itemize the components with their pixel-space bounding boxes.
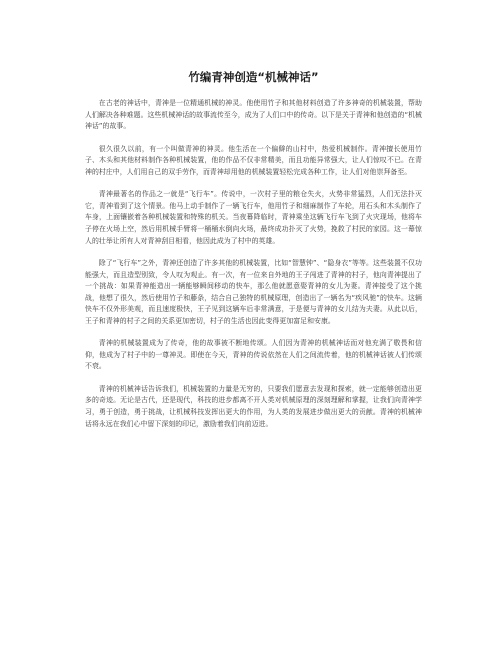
paragraph-5: 青神的机械装置成为了传奇，他的故事被不断地传颂。人们因为青神的机械神话而对他充满了敬畏和信仰，他成为了村子中的一尊神灵。即使在今天，青神的传说依然在人们之间流传着，他的机械神话被人们传颂不衰。 [85, 339, 422, 371]
paragraph-4: 除了“飞行车”之外，青神还创造了许多其他的机械装置，比如“智慧钟”、“隐身衣”等等。这些装置不仅功能强大，而且造型别致，令人叹为观止。有一次，有一位来自外地的王子闯进了青神的村子，他向青神提出了一个挑战：如果青神能造出一辆能够瞬间移动的快车，那么他就愿意娶青神的女儿为妻。青神接受了这个挑战，他想了很久，然后使用竹子和藤条，结合自己独特的机械原理，创造出了一辆名为“疾风驰”的快车。这辆快车不仅外形美观，而且速度极快，王子见到这辆车后非常满意，于是便与青神的女儿结为夫妻。从此以后，王子和青神的村子之间的关系更加密切，村子的生活也因此变得更加富足和安康。 [85, 258, 422, 325]
paragraph-2: 很久很久以前，有一个叫做青神的神灵。他生活在一个偏僻的山村中，热爱机械制作。青神擅长使用竹子、木头和其他材料制作各种机械装置，他的作品不仅非常精美，而且功能异常强大，让人们惊叹不已。在青神的村庄中，人们用自己的双手劳作，而青神却用他的机械装置轻松完成各种工作，让人们对他崇拜备至。 [85, 144, 422, 176]
paragraph-3: 青神最著名的作品之一就是“飞行车”。传说中，一次村子里的粮仓失火，火势非常猛烈，人们无法扑灭它，青神看到了这个情景。他马上动手制作了一辆飞行车，他用竹子和细麻制作了车轮，用石头和木头制作了车身，上面镶嵌着各种机械装置和特殊的机关。当夜幕降临时，青神乘坐这辆飞行车飞到了火灾现场，他将车子停在火场上空，然后用机械手臂将一桶桶水倒向火场，最终成功扑灭了火势，挽救了村民的家园。这一幕惊人的壮举让所有人对青神刮目相看，他因此成为了村中的英雄。 [85, 190, 422, 245]
paragraph-1: 在古老的神话中，青神是一位精通机械的神灵。他使用竹子和其他材料创造了许多神奇的机械装置，帮助人们解决各种难题。这些机械神话的故事流传至今，成为了人们口中的传奇。以下是关于青神和他创造的“机械神话”的故事。 [85, 99, 422, 131]
document-title: 竹编青神创造“机械神话” [188, 70, 319, 84]
paragraph-6: 青神的机械神话告诉我们，机械装置的力量是无穷的，只要我们愿意去发现和探索，就一定能够创造出更多的奇迹。无论是古代，还是现代，科技的进步都离不开人类对机械原理的深刻理解和掌握，让我们向青神学习，勇于创造，勇于挑战，让机械科技发挥出更大的作用，为人类的发展进步做出更大的贡献。青神的机械神话将永远在我们心中留下深刻的印记，激励着我们向前迈进。 [85, 384, 422, 428]
